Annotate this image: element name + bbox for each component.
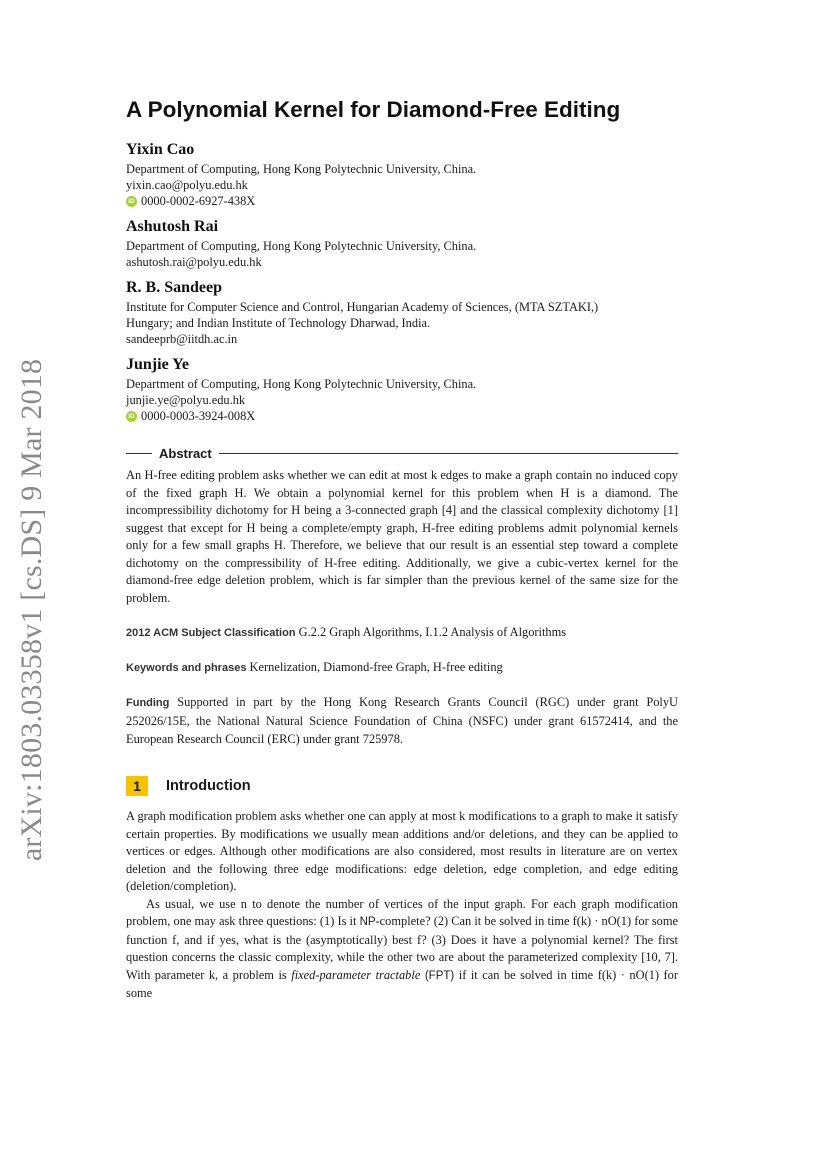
author-email[interactable]: junjie.ye@polyu.edu.hk [126, 393, 246, 407]
author-block [126, 217, 678, 270]
paper-first-page [126, 96, 678, 1003]
arxiv-sidebar-stamp [8, 358, 56, 862]
abstract-label: Abstract [159, 446, 212, 461]
abstract-rule-left [126, 453, 152, 454]
author-block [126, 278, 678, 347]
np-term: NP [359, 916, 376, 928]
author-email[interactable]: sandeeprb@iitdh.ac.in [126, 332, 238, 346]
funding-label: Funding [126, 697, 170, 709]
fpt-phrase: fixed-parameter tractable [291, 967, 421, 982]
orcid-icon: iD [126, 196, 137, 207]
keywords [126, 658, 678, 677]
intro-paragraph-2-c: if it can be solved in time f(k) · nO(1) for some [126, 967, 678, 1000]
author-name: R. B. Sandeep [126, 279, 223, 296]
abstract-heading [126, 446, 678, 461]
fpt-abbr: (FPT) [424, 969, 455, 982]
paper-title: A Polynomial Kernel for Diamond-Free Editing [126, 97, 621, 122]
abstract-rule-right [219, 453, 678, 454]
funding-value: Supported in part by the Hong Kong Research Grants Council (RGC) under grant PolyU 252026/15E, the National Natural Science Foundation of China (NSFC) under grant 61572414, and the European Research Council (ERC) under grant 725978. [126, 695, 678, 746]
author-affiliation: Institute for Computer Science and Control, Hungarian Academy of Sciences, (MTA SZTAKI,) [126, 300, 599, 314]
author-affiliation: Department of Computing, Hong Kong Polytechnic University, China. [126, 377, 477, 391]
orcid-icon: iD [126, 411, 137, 422]
intro-paragraph-2-a: As usual, we use n to denote the number of vertices of the input graph. For each graph modification problem, one may ask three questions: (1) Is it [126, 896, 678, 928]
acm-classification [126, 623, 678, 642]
intro-paragraph-2-b: -complete? (2) Can it be solved in time f(k) · nO(1) for some function f, and if yes, what is the (asymptotically) best f? (3) Does it have a polynomial kernel? The first question concerns the classic complexity, while the other two are about the parameterized complexity [10, 7]. With parameter k, a problem is [126, 914, 678, 982]
author-affiliation-cont: Hungary; and Indian Institute of Technology Dharwad, India. [126, 316, 431, 330]
author-affiliation: Department of Computing, Hong Kong Polytechnic University, China. [126, 162, 477, 176]
intro-paragraph-1: A graph modification problem asks whether one can apply at most k modifications to a graph to make it satisfy certain properties. By modifications we usually mean additions and/or deletions, and they can be applied to vertices or edges. Although other modifications are also considered, most results in literature are on vertex deletion and the following three edge modifications: edge deletion, edge completion, and edge editing (deletion/completion). [126, 809, 678, 893]
section-number: 1 [126, 776, 148, 796]
author-block [126, 355, 678, 424]
abstract-text: An H-free editing problem asks whether we can edit at most k edges to make a graph contain no induced copy of the fixed graph H. We obtain a polynomial kernel for this problem when H is a diamond. The incompressibility dichotomy for H being a 3-connected graph [4] and the classical complexity dichotomy [1] suggest that except for H being a complete/empty graph, H-free editing problems admit polynomial kernels only for a few small graphs H. Therefore, we believe that our result is an essential step toward a complete dichotomy on the compressibility of H-free editing. Additionally, we give a cubic-vertex kernel for the diamond-free edge deletion problem, which is far simpler than the previous kernel of the same size for the problem. [126, 468, 678, 605]
acm-label: 2012 ACM Subject Classification [126, 627, 296, 639]
funding [126, 693, 678, 748]
orcid-id[interactable]: 0000-0002-6927-438X [141, 194, 256, 208]
author-list [126, 140, 678, 424]
author-affiliation: Department of Computing, Hong Kong Polytechnic University, China. [126, 239, 477, 253]
keywords-value: Kernelization, Diamond-free Graph, H-free editing [249, 660, 503, 674]
section-title: Introduction [166, 778, 251, 794]
acm-value: G.2.2 Graph Algorithms, I.1.2 Analysis of Algorithms [298, 625, 567, 639]
author-email[interactable]: yixin.cao@polyu.edu.hk [126, 178, 248, 192]
orcid-id[interactable]: 0000-0003-3924-008X [141, 409, 256, 423]
intro-paragraph-2 [126, 896, 678, 1003]
section-heading [126, 776, 678, 796]
author-email[interactable]: ashutosh.rai@polyu.edu.hk [126, 255, 262, 269]
author-name: Ashutosh Rai [126, 218, 219, 235]
author-name: Yixin Cao [126, 141, 195, 158]
author-block [126, 140, 678, 209]
author-orcid[interactable] [126, 193, 678, 209]
author-name: Junjie Ye [126, 356, 189, 373]
keywords-label: Keywords and phrases [126, 662, 247, 674]
arxiv-identifier: arXiv:1803.03358v1 [cs.DS] 9 Mar 2018 [15, 358, 48, 862]
author-orcid[interactable] [126, 408, 678, 424]
